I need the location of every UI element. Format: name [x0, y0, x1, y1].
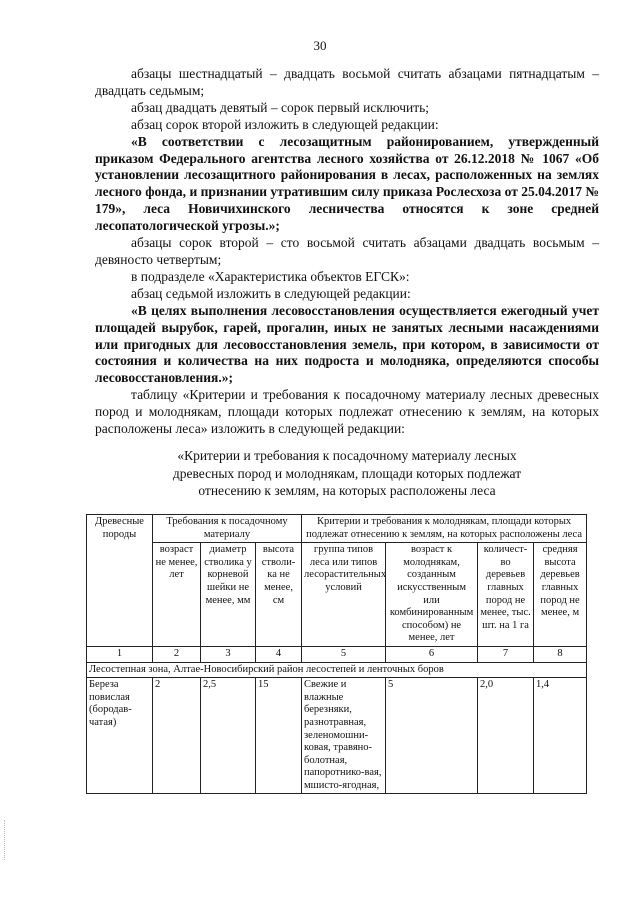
caption-line-2: древесных пород и молоднякам, площади которых подлежат: [172, 465, 522, 481]
cell-height: 15: [256, 678, 302, 794]
col-number: 8: [534, 646, 587, 662]
criteria-table: [86, 514, 587, 794]
paragraph-table-edit: таблицу «Критерии и требования к посадочному материалу лесных древесных пород и молоднякам, площади которых подлежат отнесению к землям, на которых расположены леса» изложить в следующей редакции:: [95, 387, 599, 437]
paragraph-renumber-2: абзацы сорок второй – сто восьмой считать абзацами двадцать восьмым – девяносто четвертым;: [95, 235, 599, 267]
table-zone-row: [87, 662, 587, 678]
cell-age: 2: [153, 678, 201, 794]
header-species: Древесные породы: [87, 515, 153, 647]
paragraph-quote-zoning: «В соответствии с лесозащитным районированием, утвержденный приказом Федерального агентства лесного хозяйства от 26.12.2018 № 1067 «Об установлении лесозащитного районирования в лесах, расположенных на землях лесного фонда, и признании утратившим силу приказа Рослесхоза от 25.04.2017 № 179», леса Новичихинского лесничества относятся к зоне средней лесопатологической угрозы.»;: [95, 133, 599, 234]
paragraph-edit-7: абзац седьмой изложить в следующей редакции:: [131, 285, 411, 301]
header-tree-count: количест-во деревьев главных пород не менее, тыс. шт. на 1 га: [478, 543, 534, 647]
header-avg-height: средняя высота деревьев главных пород не менее, м: [534, 543, 587, 647]
header-height: высота стволи-ка не менее, см: [256, 543, 302, 647]
cell-forest-type: Свежие и влажные березняки, разнотравная, зеленомошни-ковая, травяно-болотная, папоротнико-вая, мшисто-ягодная,: [302, 678, 386, 794]
page-number: 30: [313, 38, 327, 53]
header-planting-material: Требования к посадочному материалу: [153, 515, 302, 543]
table-caption: [95, 447, 599, 500]
caption-line-3: отнесению к землям, на которых расположены леса: [198, 483, 496, 498]
cell-young-age: 5: [386, 678, 478, 794]
paragraph-edit-42: абзац сорок второй изложить в следующей редакции:: [131, 116, 439, 132]
cell-species: Береза повислая (бородав-чатая): [87, 678, 153, 794]
zone-label: Лесостепная зона, Алтае-Новосибирский район лесостепей и ленточных боров: [87, 662, 587, 678]
table-header-row-2: [87, 543, 587, 647]
scan-margin-mark: [4, 820, 7, 860]
header-age: возраст не менее, лет: [153, 543, 201, 647]
table-header-row-1: [87, 515, 587, 543]
caption-line-1: «Критерии и требования к посадочному материалу лесных: [177, 448, 517, 463]
col-number: 7: [478, 646, 534, 662]
header-forest-type: группа типов леса или типов лесорастительных условий: [302, 543, 386, 647]
paragraph-subsection: в подразделе «Характеристика объектов ЕГСК»:: [131, 268, 410, 284]
col-number: 2: [153, 646, 201, 662]
table-column-numbers: [87, 646, 587, 662]
col-number: 6: [386, 646, 478, 662]
cell-avg-height: 1,4: [534, 678, 587, 794]
header-diameter: диаметр стволика у корневой шейки не менее, мм: [201, 543, 256, 647]
col-number: 1: [87, 646, 153, 662]
col-number: 3: [201, 646, 256, 662]
col-number: 5: [302, 646, 386, 662]
paragraph-renumber-1: абзацы шестнадцатый – двадцать восьмой считать абзацами пятнадцатым – двадцать седьмым;: [95, 66, 599, 98]
header-young-stands: Критерии и требования к молоднякам, площади которых подлежат отнесению к землям, на которых расположены леса: [302, 515, 587, 543]
paragraph-quote-reforestation: «В целях выполнения лесовосстановления осуществляется ежегодный учет площадей вырубок, гарей, прогалин, иных не занятых лесными насаждениями или пригодных для лесовосстановления земель, при котором, в зависимости от состояния и количества на них подроста и молодняка, определяются способы лесовосстановления.»;: [95, 302, 599, 386]
paragraph-exclude: абзац двадцать девятый – сорок первый исключить;: [131, 99, 430, 115]
table-row: [87, 678, 587, 794]
col-number: 4: [256, 646, 302, 662]
cell-diameter: 2,5: [201, 678, 256, 794]
body-text: [95, 66, 599, 438]
header-young-age: возраст к молоднякам, созданным искусственным или комбинированным способом) не менее, лет: [386, 543, 478, 647]
cell-tree-count: 2,0: [478, 678, 534, 794]
